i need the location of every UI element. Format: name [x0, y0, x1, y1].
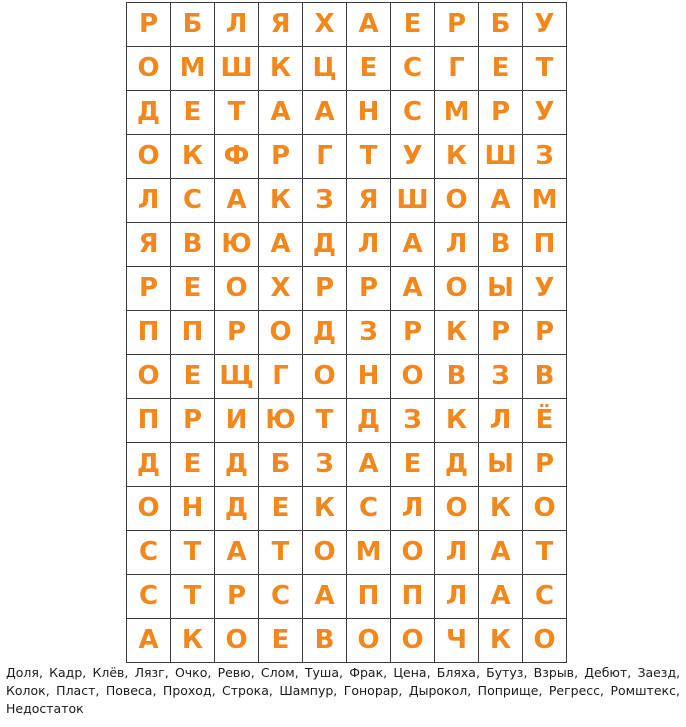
grid-row: [127, 91, 567, 135]
grid-cell[interactable]: Р: [523, 443, 567, 487]
grid-cell[interactable]: Д: [435, 443, 479, 487]
grid-cell[interactable]: У: [523, 267, 567, 311]
word-list-item[interactable]: Слом: [260, 665, 295, 680]
word-separator: ,: [339, 665, 350, 680]
grid-cell[interactable]: Т: [523, 531, 567, 575]
grid-cell[interactable]: К: [171, 619, 215, 663]
word-list-item[interactable]: Колок: [6, 683, 46, 699]
grid-cell[interactable]: С: [171, 179, 215, 223]
word-separator: ,: [523, 665, 534, 680]
grid-cell[interactable]: Ы: [479, 267, 523, 311]
grid-cell[interactable]: П: [347, 575, 391, 619]
grid-cell[interactable]: А: [479, 531, 523, 575]
grid-cell[interactable]: Д: [127, 91, 171, 135]
grid-cell[interactable]: Т: [171, 531, 215, 575]
grid-cell[interactable]: Я: [347, 179, 391, 223]
grid-cell[interactable]: А: [479, 179, 523, 223]
grid-cell[interactable]: Г: [435, 47, 479, 91]
grid-cell[interactable]: А: [347, 3, 391, 47]
word-separator: ,: [426, 665, 437, 680]
grid-cell[interactable]: К: [303, 487, 347, 531]
grid-cell[interactable]: А: [215, 531, 259, 575]
grid-cell[interactable]: Щ: [215, 355, 259, 399]
word-separator: ,: [38, 665, 50, 680]
grid-cell[interactable]: Д: [127, 443, 171, 487]
grid-row: [127, 179, 567, 223]
grid-cell[interactable]: О: [347, 619, 391, 663]
grid-cell[interactable]: А: [391, 267, 435, 311]
grid-cell[interactable]: В: [523, 355, 567, 399]
word-list-item[interactable]: Дырокол: [408, 683, 468, 699]
grid-cell[interactable]: Е: [259, 619, 303, 663]
word-list-item[interactable]: Пласт: [56, 683, 96, 699]
word-separator: ,: [82, 665, 93, 680]
grid-cell[interactable]: О: [391, 619, 435, 663]
grid-cell[interactable]: О: [523, 619, 567, 663]
grid-cell[interactable]: М: [523, 179, 567, 223]
word-list: [6, 664, 680, 718]
grid-cell[interactable]: Е: [171, 91, 215, 135]
word-separator: ,: [124, 665, 135, 680]
grid-cell[interactable]: Р: [215, 575, 259, 619]
word-list-item[interactable]: Кадр: [49, 665, 83, 680]
grid-cell[interactable]: Д: [215, 443, 259, 487]
grid-cell[interactable]: С: [391, 91, 435, 135]
grid-cell[interactable]: Ё: [523, 399, 567, 443]
grid-cell[interactable]: О: [391, 531, 435, 575]
grid-cell[interactable]: А: [391, 223, 435, 267]
grid-cell[interactable]: А: [259, 223, 303, 267]
grid-row: [127, 531, 567, 575]
grid-cell[interactable]: Т: [347, 135, 391, 179]
word-separator: ,: [152, 683, 163, 699]
word-list-item[interactable]: Регресс: [548, 683, 601, 699]
grid-cell[interactable]: Б: [171, 3, 215, 47]
grid-cell[interactable]: М: [171, 47, 215, 91]
grid-cell[interactable]: Х: [259, 267, 303, 311]
grid-cell[interactable]: О: [523, 487, 567, 531]
word-separator: ,: [467, 683, 478, 699]
grid-cell[interactable]: Р: [391, 311, 435, 355]
grid-cell[interactable]: Е: [391, 3, 435, 47]
grid-cell[interactable]: П: [391, 575, 435, 619]
grid-cell[interactable]: З: [479, 355, 523, 399]
grid-cell[interactable]: З: [347, 311, 391, 355]
grid-cell[interactable]: К: [435, 399, 479, 443]
grid-cell[interactable]: Е: [347, 47, 391, 91]
word-separator: ,: [600, 683, 611, 699]
word-separator: ,: [207, 665, 218, 680]
word-list-item[interactable]: Взрыв: [533, 665, 575, 680]
word-list-item[interactable]: Строка: [222, 683, 269, 699]
grid-cell[interactable]: Н: [347, 355, 391, 399]
grid-cell[interactable]: А: [215, 179, 259, 223]
grid-cell[interactable]: К: [259, 47, 303, 91]
grid-cell[interactable]: С: [127, 531, 171, 575]
grid-cell[interactable]: Р: [127, 3, 171, 47]
letter-grid: [126, 2, 567, 663]
grid-row: [127, 135, 567, 179]
grid-cell[interactable]: Ф: [215, 135, 259, 179]
grid-cell[interactable]: З: [303, 443, 347, 487]
grid-cell[interactable]: Т: [259, 531, 303, 575]
grid-row: [127, 619, 567, 663]
word-separator: ,: [164, 665, 175, 680]
grid-cell[interactable]: Н: [347, 91, 391, 135]
grid-cell[interactable]: А: [259, 91, 303, 135]
grid-cell[interactable]: О: [127, 135, 171, 179]
grid-cell[interactable]: З: [303, 179, 347, 223]
word-list-item[interactable]: Шампур: [279, 683, 334, 699]
grid-cell[interactable]: Я: [259, 3, 303, 47]
grid-cell[interactable]: О: [127, 355, 171, 399]
word-list-item[interactable]: Лязг: [134, 665, 165, 680]
grid-cell[interactable]: Б: [479, 3, 523, 47]
grid-cell[interactable]: С: [523, 575, 567, 619]
grid-cell[interactable]: О: [303, 355, 347, 399]
word-list-item[interactable]: Дебют: [584, 665, 628, 680]
grid-cell[interactable]: А: [303, 91, 347, 135]
grid-cell[interactable]: В: [479, 223, 523, 267]
grid-cell[interactable]: Т: [303, 399, 347, 443]
grid-cell[interactable]: Ш: [215, 47, 259, 91]
grid-cell[interactable]: У: [523, 91, 567, 135]
grid-cell[interactable]: Е: [391, 443, 435, 487]
grid-cell[interactable]: Р: [479, 311, 523, 355]
grid-cell[interactable]: И: [215, 399, 259, 443]
word-list-item[interactable]: Туша: [304, 665, 340, 680]
grid-row: [127, 47, 567, 91]
grid-cell[interactable]: Х: [303, 3, 347, 47]
grid-row: [127, 575, 567, 619]
word-list-item[interactable]: Клёв: [92, 665, 125, 680]
grid-cell[interactable]: Р: [435, 3, 479, 47]
grid-cell[interactable]: Т: [171, 575, 215, 619]
word-list-item[interactable]: Цена: [393, 665, 427, 680]
grid-cell[interactable]: Ш: [479, 135, 523, 179]
grid-cell[interactable]: Л: [435, 531, 479, 575]
grid-cell[interactable]: З: [523, 135, 567, 179]
word-list-item[interactable]: Бляха: [436, 665, 476, 680]
grid-row: [127, 311, 567, 355]
word-list-item[interactable]: Поприще: [477, 683, 539, 699]
grid-cell[interactable]: С: [259, 575, 303, 619]
grid-cell[interactable]: Е: [171, 267, 215, 311]
grid-cell[interactable]: В: [303, 619, 347, 663]
grid-cell[interactable]: Р: [171, 399, 215, 443]
grid-row: [127, 487, 567, 531]
word-list-item[interactable]: Ромштекс: [610, 683, 676, 699]
grid-cell[interactable]: О: [303, 531, 347, 575]
grid-cell[interactable]: А: [303, 575, 347, 619]
grid-cell[interactable]: Г: [303, 135, 347, 179]
grid-cell[interactable]: Л: [215, 3, 259, 47]
grid-cell[interactable]: Л: [435, 223, 479, 267]
grid-cell[interactable]: С: [127, 575, 171, 619]
word-separator: ,: [675, 683, 680, 699]
grid-row: [127, 3, 567, 47]
grid-cell[interactable]: О: [127, 47, 171, 91]
grid-cell[interactable]: О: [391, 355, 435, 399]
grid-cell[interactable]: А: [347, 443, 391, 487]
grid-cell[interactable]: А: [479, 575, 523, 619]
grid-cell[interactable]: Ш: [391, 179, 435, 223]
grid-cell[interactable]: Ч: [435, 619, 479, 663]
word-separator: ,: [45, 683, 57, 699]
grid-cell[interactable]: К: [171, 135, 215, 179]
word-list-item[interactable]: Заезд: [637, 665, 677, 680]
grid-cell[interactable]: К: [259, 179, 303, 223]
grid-cell[interactable]: Р: [479, 91, 523, 135]
grid-cell[interactable]: Т: [215, 91, 259, 135]
grid-cell[interactable]: К: [479, 619, 523, 663]
grid-cell[interactable]: М: [347, 531, 391, 575]
grid-cell[interactable]: Я: [127, 223, 171, 267]
grid-cell[interactable]: П: [171, 311, 215, 355]
grid-cell[interactable]: Б: [259, 443, 303, 487]
grid-cell[interactable]: Л: [347, 223, 391, 267]
word-separator: ,: [627, 665, 638, 680]
grid-cell[interactable]: К: [435, 311, 479, 355]
grid-cell[interactable]: С: [391, 47, 435, 91]
grid-row: [127, 399, 567, 443]
word-separator: ,: [294, 665, 305, 680]
grid-cell[interactable]: Р: [215, 311, 259, 355]
grid-cell[interactable]: Е: [171, 443, 215, 487]
grid-cell[interactable]: О: [435, 487, 479, 531]
word-separator: ,: [383, 665, 394, 680]
word-separator: ,: [333, 683, 344, 699]
grid-cell[interactable]: Н: [171, 487, 215, 531]
word-list-item[interactable]: Бутуз: [486, 665, 524, 680]
grid-row: [127, 355, 567, 399]
grid-cell[interactable]: Е: [259, 487, 303, 531]
grid-cell[interactable]: Л: [479, 399, 523, 443]
word-separator: ,: [250, 665, 261, 680]
word-list-item[interactable]: Очко: [174, 665, 208, 680]
word-separator: ,: [95, 683, 106, 699]
grid-cell[interactable]: В: [435, 355, 479, 399]
word-separator: ,: [268, 683, 280, 699]
word-separator: ,: [676, 665, 681, 680]
word-separator: ,: [475, 665, 487, 680]
grid-cell[interactable]: М: [435, 91, 479, 135]
grid-cell[interactable]: О: [259, 311, 303, 355]
grid-cell[interactable]: У: [523, 3, 567, 47]
grid-cell[interactable]: З: [391, 399, 435, 443]
grid-row: [127, 267, 567, 311]
grid-cell[interactable]: А: [127, 619, 171, 663]
word-list-item[interactable]: Ревю: [217, 665, 251, 680]
grid-cell[interactable]: Р: [127, 267, 171, 311]
grid-cell[interactable]: У: [391, 135, 435, 179]
grid-cell[interactable]: П: [127, 399, 171, 443]
grid-cell[interactable]: Р: [303, 267, 347, 311]
grid-cell[interactable]: О: [215, 267, 259, 311]
grid-cell[interactable]: О: [435, 267, 479, 311]
grid-cell[interactable]: Ю: [259, 399, 303, 443]
word-separator: ,: [574, 665, 585, 680]
grid-cell[interactable]: Г: [259, 355, 303, 399]
grid-cell[interactable]: Ю: [215, 223, 259, 267]
grid-cell[interactable]: Т: [523, 47, 567, 91]
grid-cell[interactable]: Р: [523, 311, 567, 355]
grid-cell[interactable]: Ц: [303, 47, 347, 91]
grid-cell[interactable]: О: [215, 619, 259, 663]
grid-cell[interactable]: Д: [347, 399, 391, 443]
word-list-item[interactable]: Недостаток: [6, 701, 84, 717]
word-list-item[interactable]: Доля: [6, 665, 39, 680]
grid-cell[interactable]: Р: [347, 267, 391, 311]
word-separator: ,: [211, 683, 223, 699]
grid-cell[interactable]: К: [479, 487, 523, 531]
grid-cell[interactable]: Л: [127, 179, 171, 223]
grid-row: [127, 443, 567, 487]
grid-cell[interactable]: Ы: [479, 443, 523, 487]
grid-cell[interactable]: Л: [435, 575, 479, 619]
word-separator: ,: [398, 683, 409, 699]
word-list-item[interactable]: Фрак: [349, 665, 384, 680]
grid-cell[interactable]: Д: [303, 311, 347, 355]
grid-cell[interactable]: К: [435, 135, 479, 179]
grid-cell[interactable]: Д: [215, 487, 259, 531]
grid-cell[interactable]: О: [435, 179, 479, 223]
grid-cell[interactable]: П: [523, 223, 567, 267]
grid-cell[interactable]: С: [347, 487, 391, 531]
grid-cell[interactable]: Л: [391, 487, 435, 531]
grid-cell[interactable]: О: [127, 487, 171, 531]
grid-cell[interactable]: Д: [303, 223, 347, 267]
grid-cell[interactable]: П: [127, 311, 171, 355]
grid-cell[interactable]: Р: [259, 135, 303, 179]
word-list-item[interactable]: Гонорар: [343, 683, 399, 699]
grid-row: [127, 223, 567, 267]
grid-cell[interactable]: В: [171, 223, 215, 267]
word-separator: ,: [538, 683, 549, 699]
grid-cell[interactable]: Е: [171, 355, 215, 399]
grid-cell[interactable]: Е: [479, 47, 523, 91]
word-list-item[interactable]: Повеса: [105, 683, 153, 699]
word-list-item[interactable]: Проход: [162, 683, 212, 699]
